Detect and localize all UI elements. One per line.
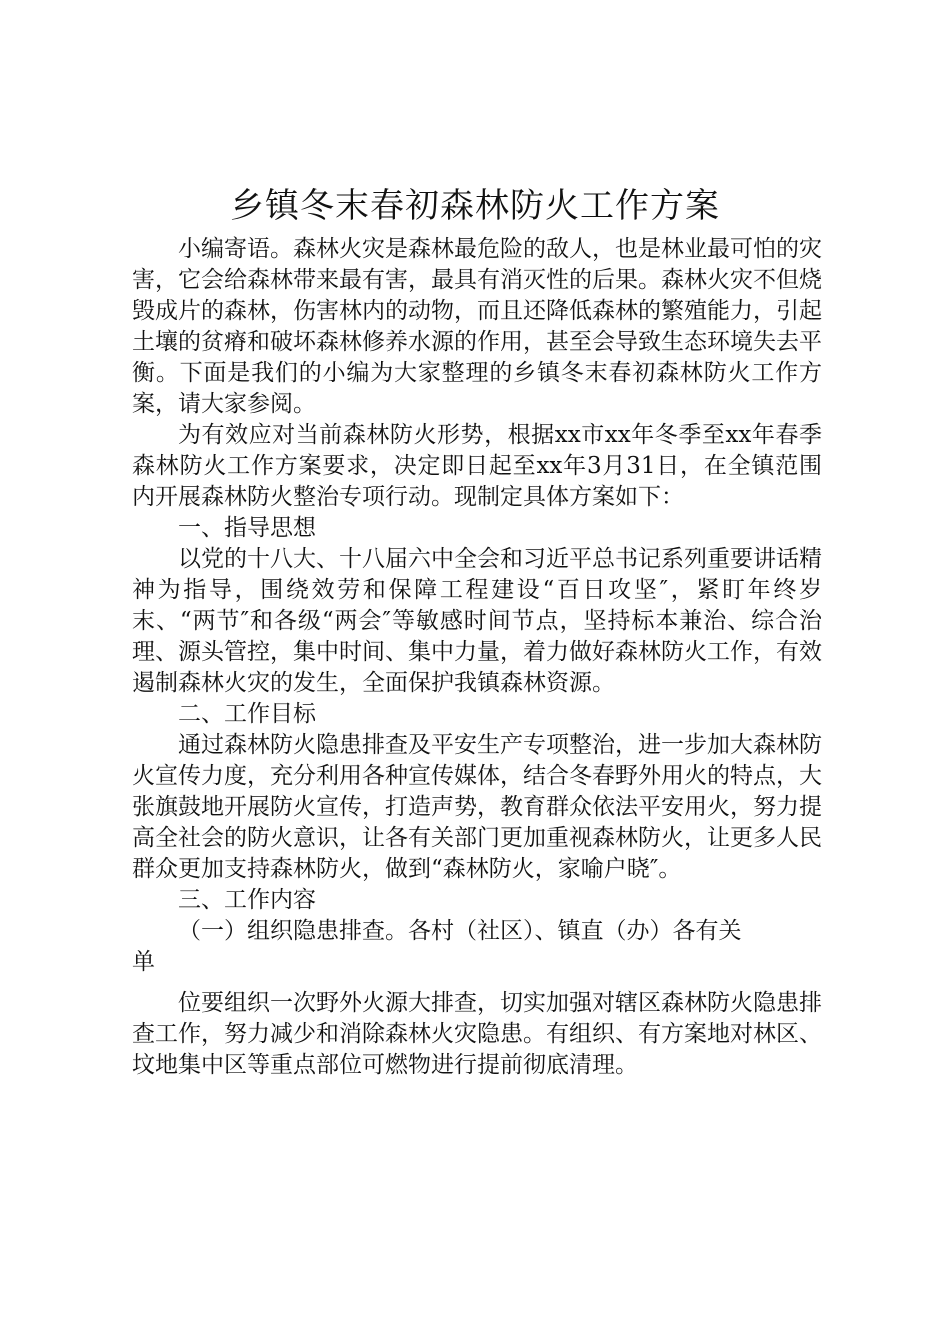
paragraph-intro: 小编寄语。森林火灾是森林最危险的敌人，也是林业最可怕的灾害，它会给森林带来最有害，最具有消灭性的后果。森林火灾不但烧毁成片的森林，伤害林内的动物，而且还降低森林的繁殖能力，引起土壤的贫瘠和破坏森林修养水源的作用，甚至会导致生态环境失去平衡。下面是我们的小编为大家整理的乡镇冬末春初森林防火工作方案，请大家参阅。 <box>132 236 822 417</box>
document-title: 乡镇冬末春初森林防火工作方案 <box>230 186 720 226</box>
paragraph-hazard-investigation: （一）组织隐患排查。各村（社区）、镇直（办）各有关 <box>178 918 742 944</box>
section-heading-guiding-ideology: 一、指导思想 <box>178 515 316 541</box>
paragraph-work-goals: 通过森林防火隐患排查及平安生产专项整治，进一步加大森林防火宣传力度，充分利用各种宣传媒体，结合冬春野外用火的特点，大张旗鼓地开展防火宣传，打造声势，教育群众依法平安用火，努力提高全社会的防火意识，让各有关部门更加重视森林防火，让更多人民群众更加支持森林防火，做到“森林防火，家喻户晓″。 <box>132 732 822 882</box>
section-heading-work-goals: 二、工作目标 <box>178 701 316 727</box>
paragraph-guiding-ideology: 以党的十八大、十八届六中全会和习近平总书记系列重要讲话精神为指导，围绕效劳和保障工程建设“百日攻坚″，紧盯年终岁末、“两节″和各级“两会″等敏感时间节点，坚持标本兼治、综合治理、源头管控，集中时间、集中力量，着力做好森林防火工作，有效遏制森林火灾的发生，全面保护我镇森林资源。 <box>132 546 822 696</box>
paragraph-hazard-details: 位要组织一次野外火源大排查，切实加强对辖区森林防火隐患排查工作，努力减少和消除森林火灾隐患。有组织、有方案地对林区、坟地集中区等重点部位可燃物进行提前彻底清理。 <box>132 990 822 1078</box>
document-body <box>132 234 822 1081</box>
paragraph-purpose: 为有效应对当前森林防火形势，根据xx市xx年冬季至xx年春季森林防火工作方案要求，决定即日起至xx年3月31日，在全镇范围内开展森林防火整治专项行动。现制定具体方案如下： <box>132 422 822 510</box>
section-heading-work-content: 三、工作内容 <box>178 887 316 913</box>
paragraph-fragment: 单 <box>132 949 155 975</box>
